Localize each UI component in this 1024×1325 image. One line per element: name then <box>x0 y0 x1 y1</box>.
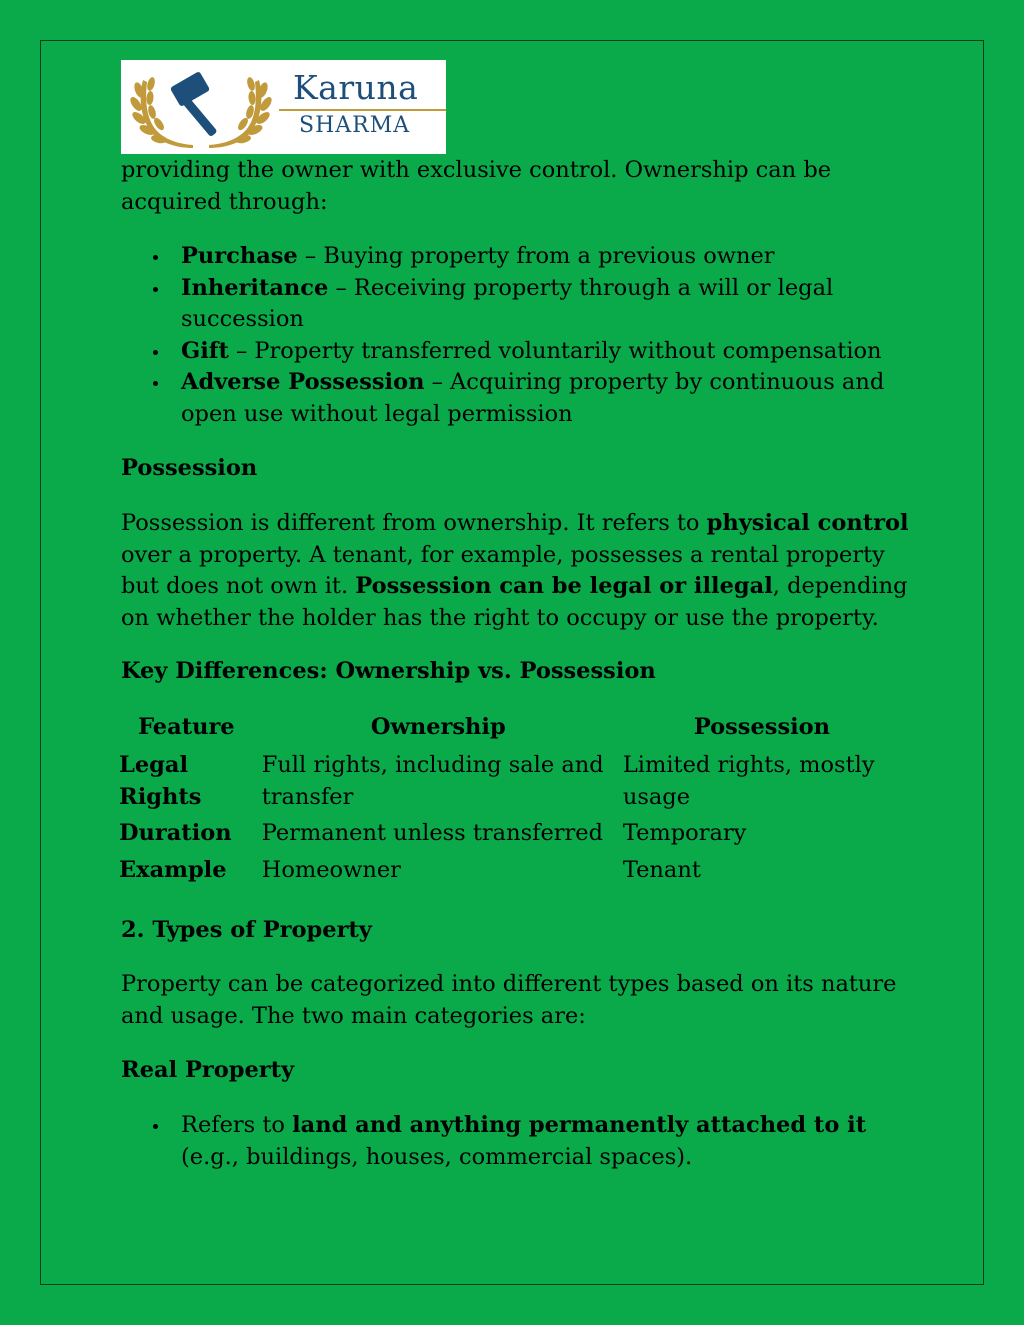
table-cell: Example <box>119 856 227 883</box>
table-row <box>115 750 905 818</box>
list-desc: Buying property from a previous owner <box>323 243 775 269</box>
list-sep: – <box>424 369 451 395</box>
logo-subtitle: SHARMA <box>299 113 411 138</box>
real-property-heading: Real Property <box>121 1057 295 1083</box>
table-row <box>115 818 905 855</box>
text-run: (e.g., buildings, houses, commercial spaces). <box>181 1143 693 1170</box>
text-run: Possession is different from ownership. It refers to <box>121 510 707 536</box>
table-cell: Legal Rights <box>119 752 202 810</box>
bold-run: land and anything permanently attached to it <box>292 1112 867 1138</box>
list-item <box>121 336 911 368</box>
list-item <box>121 273 911 336</box>
possession-heading: Possession <box>121 455 258 481</box>
text-run: , depending on whether the holder has the right to occupy or use the property. <box>121 573 908 631</box>
table-cell: Limited rights, mostly usage <box>622 752 875 810</box>
bold-run: physical control <box>706 510 909 536</box>
table-header: Ownership <box>370 714 506 740</box>
gavel-laurel-icon <box>121 60 281 154</box>
list-term: Adverse Possession <box>181 369 425 395</box>
list-desc: Property transferred voluntarily without compensation <box>254 337 882 364</box>
list-item <box>121 241 911 273</box>
types-heading: 2. Types of Property <box>121 917 372 943</box>
text-run: over a property. A tenant, for example, possesses a rental property but does not own it. <box>121 541 885 599</box>
list-sep: – <box>297 243 324 269</box>
table-cell: Homeowner <box>261 856 401 883</box>
table-cell: Tenant <box>622 856 701 883</box>
list-item <box>121 367 911 430</box>
table-cell: Temporary <box>622 820 747 846</box>
list-sep: – <box>228 337 255 364</box>
types-paragraph: Property can be categorized into different types based on its nature and usage. The two main categories are: <box>121 971 897 1029</box>
table-row <box>115 855 905 892</box>
list-term: Purchase <box>181 243 298 269</box>
logo-rule <box>279 109 446 111</box>
list-item <box>121 1110 911 1173</box>
intro-paragraph: providing the owner with exclusive control. Ownership can be acquired through: <box>121 157 832 215</box>
list-term: Gift <box>181 337 229 364</box>
table-cell: Duration <box>119 820 232 846</box>
table-cell: Permanent unless transferred <box>261 820 604 846</box>
table-header: Possession <box>693 714 831 740</box>
list-desc: Acquiring property by continuous and open use without legal permission <box>181 369 885 427</box>
table-header-row <box>115 712 905 750</box>
real-property-list <box>121 1110 911 1173</box>
list-desc: Receiving property through a will or legal succession <box>181 274 834 332</box>
table-cell: Full rights, including sale and transfer <box>261 752 604 810</box>
acquisition-list <box>121 241 911 430</box>
logo-brand: Karuna <box>293 68 419 107</box>
bold-run: Possession can be legal or illegal <box>355 573 773 599</box>
text-run: Refers to <box>181 1112 293 1138</box>
table-header: Feature <box>138 714 235 740</box>
key-differences-heading: Key Differences: Ownership vs. Possession <box>121 658 656 684</box>
differences-table <box>115 712 905 891</box>
list-term: Inheritance <box>181 274 329 301</box>
logo <box>121 60 446 154</box>
list-sep: – <box>328 274 354 301</box>
possession-paragraph <box>121 508 911 634</box>
